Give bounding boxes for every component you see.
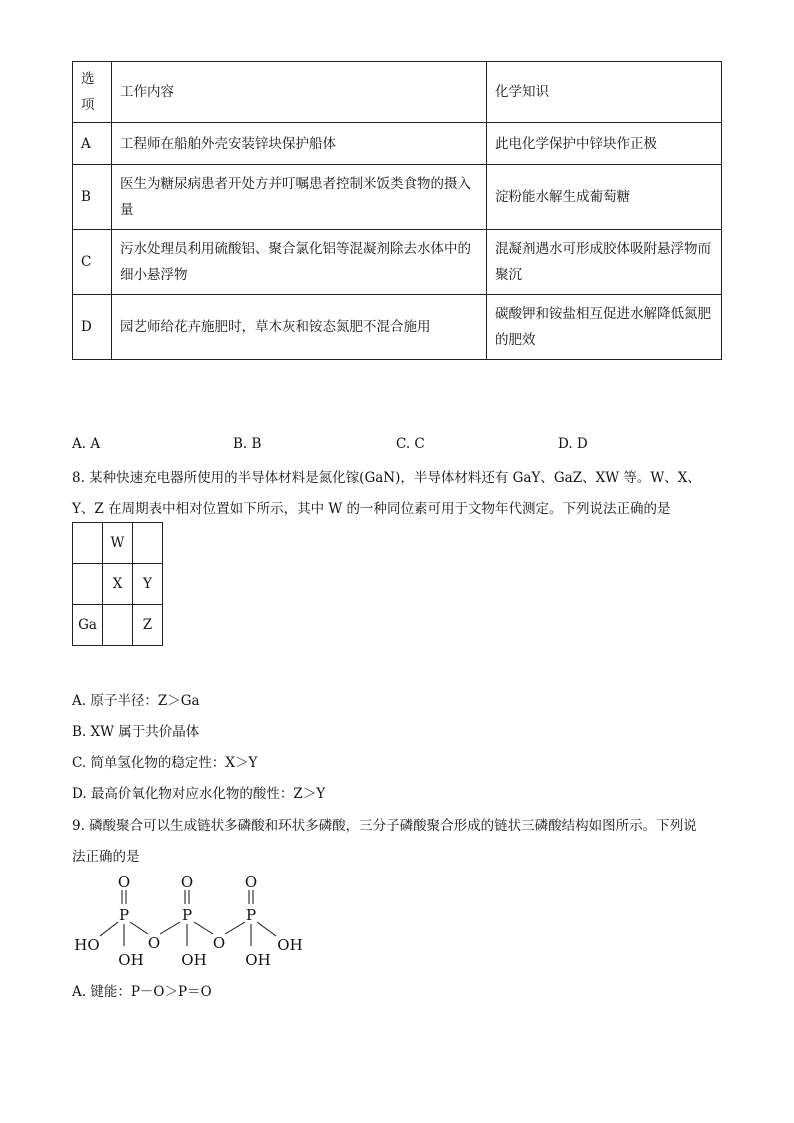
- grid-cell: Z: [133, 605, 163, 646]
- table-row: [73, 165, 722, 230]
- group-oh-bottom-1: OH: [118, 951, 144, 969]
- atom-p-1: P: [118, 906, 130, 924]
- header-chem: 化学知识: [487, 62, 722, 123]
- q7-table: [72, 61, 722, 360]
- row-option: A: [73, 123, 112, 165]
- grid-cell: [73, 523, 103, 564]
- atom-o-top-2: O: [180, 873, 194, 891]
- group-oh-right: OH: [277, 936, 303, 954]
- q8-choice-c: C. 简单氢化物的稳定性：X＞Y: [72, 755, 258, 771]
- q8-stem-line1: 8. 某种快速充电器所使用的半导体材料是氮化镓(GaN)，半导体材料还有 GaY、GaZ、XW 等。W、X、: [72, 470, 701, 486]
- row-option: D: [73, 295, 112, 360]
- q7-choice-b: B. B: [233, 436, 262, 452]
- atom-o-bridge-2: O: [212, 934, 226, 952]
- group-ho-left: HO: [74, 936, 100, 954]
- grid-cell: W: [103, 523, 133, 564]
- table-row: [73, 230, 722, 295]
- grid-cell: [103, 605, 133, 646]
- q8-stem-line2: Y、Z 在周期表中相对位置如下所示，其中 W 的一种同位素可用于文物年代测定。下列说法正确的是: [72, 501, 671, 517]
- q9-stem-line2: 法正确的是: [72, 849, 140, 865]
- row-work: 医生为糖尿病患者开处方并叮嘱患者控制米饭类食物的摄入量: [112, 165, 487, 230]
- grid-cell: [73, 564, 103, 605]
- table-row: [73, 123, 722, 165]
- table-header-row: [73, 62, 722, 123]
- table-row: [73, 295, 722, 360]
- row-option: B: [73, 165, 112, 230]
- q9-stem-line1: 9. 磷酸聚合可以生成链状多磷酸和环状多磷酸，三分子磷酸聚合形成的链状三磷酸结构如图所示。下列说: [72, 818, 697, 834]
- row-chem: 淀粉能水解生成葡萄糖: [487, 165, 722, 230]
- atom-o-top-1: O: [117, 873, 131, 891]
- atom-p-3: P: [245, 906, 257, 924]
- group-oh-bottom-2: OH: [181, 951, 207, 969]
- grid-cell: X: [103, 564, 133, 605]
- row-work: 工程师在船舶外壳安装锌块保护船体: [112, 123, 487, 165]
- q7-choice-a: A. A: [72, 436, 101, 452]
- header-option: 选项: [73, 62, 112, 123]
- row-option: C: [73, 230, 112, 295]
- periodic-grid: [72, 522, 163, 646]
- triphosphoric-acid-structure: [70, 870, 320, 970]
- q8-choice-b: B. XW 属于共价晶体: [72, 724, 200, 740]
- q7-choice-c: C. C: [396, 436, 425, 452]
- atom-o-top-3: O: [244, 873, 258, 891]
- row-chem: 此电化学保护中锌块作正极: [487, 123, 722, 165]
- row-chem: 混凝剂遇水可形成胶体吸附悬浮物而聚沉: [487, 230, 722, 295]
- atom-o-bridge-1: O: [147, 934, 161, 952]
- grid-cell: Y: [133, 564, 163, 605]
- row-chem: 碳酸钾和铵盐相互促进水解降低氮肥的肥效: [487, 295, 722, 360]
- q8-choice-d: D. 最高价氧化物对应水化物的酸性：Z＞Y: [72, 786, 326, 802]
- grid-cell: Ga: [73, 605, 103, 646]
- header-work: 工作内容: [112, 62, 487, 123]
- row-work: 污水处理员利用硫酸铝、聚合氯化铝等混凝剂除去水体中的细小悬浮物: [112, 230, 487, 295]
- q7-choice-d: D. D: [558, 436, 588, 452]
- grid-cell: [133, 523, 163, 564]
- q9-choice-a: A. 键能：P－O＞P＝O: [72, 984, 212, 1000]
- group-oh-bottom-3: OH: [245, 951, 271, 969]
- row-work: 园艺师给花卉施肥时，草木灰和铵态氮肥不混合施用: [112, 295, 487, 360]
- atom-p-2: P: [181, 906, 193, 924]
- q8-choice-a: A. 原子半径：Z＞Ga: [72, 693, 200, 709]
